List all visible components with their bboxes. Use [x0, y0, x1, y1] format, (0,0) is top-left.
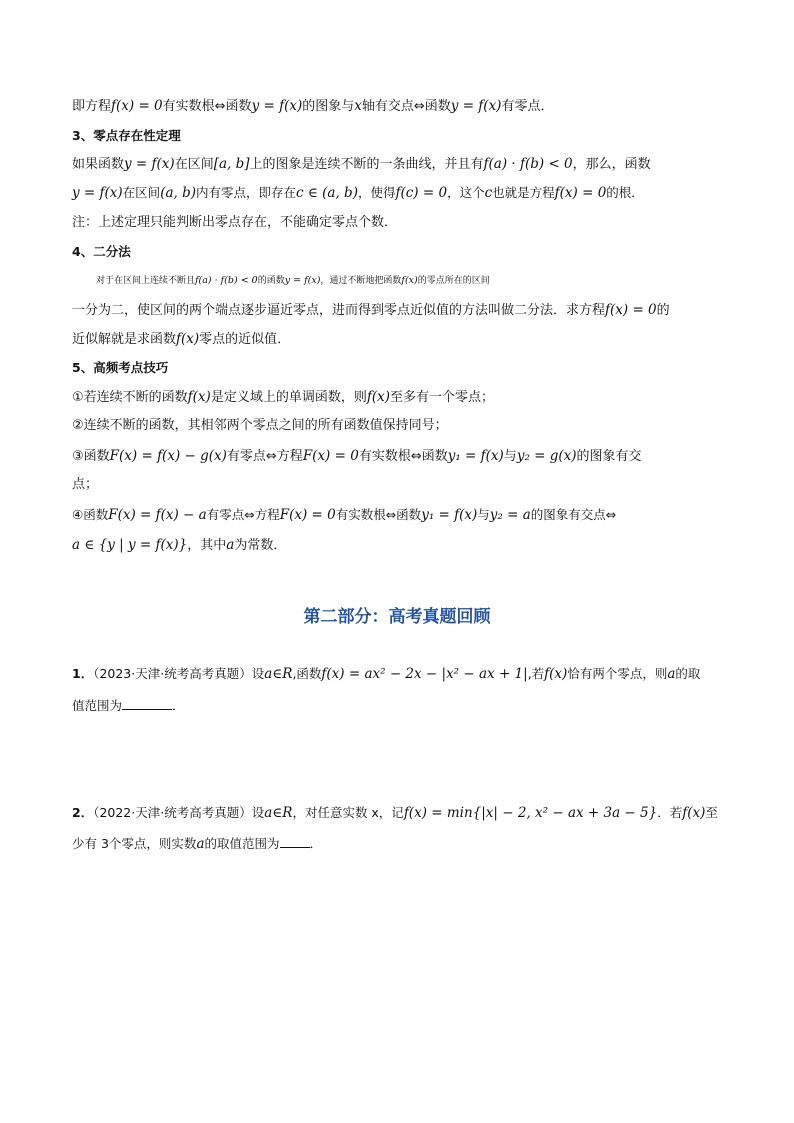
- text: 少有 3个零点，则实数: [72, 836, 197, 851]
- text: 有零点⇔方程: [226, 449, 303, 464]
- question-source: （2022·天津·统考高考真题）设: [93, 805, 265, 820]
- text: ．若: [657, 805, 683, 820]
- text: ③函数: [72, 449, 110, 464]
- text: 的根．: [606, 185, 644, 200]
- text: ，那么，函数: [572, 157, 651, 172]
- question-source: （2023·天津·统考高考真题）设: [93, 666, 265, 681]
- text: 在区间: [174, 157, 214, 172]
- theorem-note: 注：上述定理只能判断出零点存在，不能确定零点个数．: [72, 215, 398, 230]
- formula: y₂ = g(x): [516, 448, 577, 464]
- text: 的图象有交点⇔: [530, 507, 617, 522]
- question-number: 2．: [72, 805, 94, 820]
- text: 轴有交点⇔函数: [361, 99, 451, 114]
- formula: f(x) = 0: [605, 302, 657, 318]
- formula: y₁ = f(x): [447, 448, 504, 464]
- text: 值范围为: [72, 698, 123, 713]
- text: 的零点所在的区间: [417, 276, 490, 286]
- question-2-line-2: [72, 834, 732, 854]
- text: ，通过不断地把函数: [320, 276, 402, 286]
- question-2-line-1: [72, 803, 732, 823]
- section-heading-5: 5、高频考点技巧: [72, 360, 169, 375]
- text: ,函数: [292, 666, 322, 681]
- text: 是定义域上的单调函数，则: [210, 390, 367, 405]
- formula: y = f(x): [284, 275, 321, 286]
- formula: a: [667, 666, 676, 682]
- text: 的取值范围为: [204, 836, 280, 851]
- text: 有实数根⇔函数: [335, 507, 422, 522]
- formula: y = f(x): [72, 185, 123, 201]
- text: ①若连续不断的函数: [72, 390, 188, 405]
- text: 对于在区间上连续不断且: [96, 276, 196, 286]
- formula: y₂ = a: [489, 507, 531, 523]
- equivalence-line: [72, 96, 732, 117]
- text: 有实数根⇔函数: [358, 449, 448, 464]
- tip-4: [72, 505, 732, 525]
- bisection-line-3: [72, 329, 732, 350]
- text: ，其中: [187, 538, 227, 553]
- formula: F(x) = f(x) − g(x): [109, 448, 227, 464]
- text: 零点的近似值．: [199, 332, 291, 347]
- formula: F(x) = 0: [302, 448, 359, 464]
- formula: y = f(x): [251, 98, 303, 114]
- text: 如果函数: [72, 157, 125, 172]
- formula: f(x): [401, 275, 418, 286]
- text: 有零点⇔方程: [206, 507, 280, 522]
- text: 一分为二，使区间的两个端点逐步逼近零点，进而得到零点近似值的方法叫做二分法．求方程: [72, 303, 606, 318]
- formula: f(x): [187, 389, 211, 405]
- formula: a∈R: [264, 666, 293, 682]
- formula: y = f(x): [450, 98, 502, 114]
- text: 有实数根⇔函数: [162, 99, 252, 114]
- text: 的函数: [257, 276, 285, 286]
- formula: f(x): [176, 331, 200, 347]
- formula: F(x) = 0: [279, 507, 336, 523]
- text: 的图象与: [302, 99, 355, 114]
- question-1-line-2: [72, 696, 732, 716]
- formula: f(x): [544, 666, 568, 682]
- text: 至: [705, 805, 718, 820]
- formula: f(c) = 0: [395, 185, 448, 201]
- tip-1: [72, 387, 732, 408]
- section-heading-4: 4、二分法: [72, 244, 131, 259]
- text: 恰有两个零点，则: [567, 666, 668, 681]
- bisection-line-1: [96, 271, 756, 291]
- tip-2: ②连续不断的函数，其相邻两个零点之间的所有函数值保持同号；: [72, 418, 448, 433]
- formula: f(a) · f(b) < 0: [483, 156, 573, 172]
- formula: f(x): [682, 805, 706, 821]
- text: ，这个: [447, 185, 485, 200]
- formula: f(x): [366, 389, 390, 405]
- text: 至多有一个零点；: [389, 390, 494, 405]
- text: 在区间: [122, 185, 161, 200]
- part-two-title: 第二部分：高考真题回顾: [303, 607, 491, 627]
- text: 近似解就是求函数: [72, 332, 177, 347]
- text: 与: [477, 507, 490, 522]
- formula: c ∈ (a, b): [296, 185, 358, 201]
- formula: a∈R: [264, 805, 293, 821]
- text: 即方程: [72, 99, 112, 114]
- formula: f(x) = min{|x| − 2, x² − ax + 3a − 5}: [403, 805, 658, 821]
- formula: f(x) = ax² − 2x − |x² − ax + 1|: [321, 666, 528, 682]
- answer-blank[interactable]: [280, 835, 310, 848]
- formula: y = f(x): [124, 156, 175, 172]
- answer-blank[interactable]: [122, 697, 172, 710]
- text: ．: [309, 836, 323, 851]
- tip-3-cont: 点；: [72, 477, 99, 492]
- text: ④函数: [72, 507, 109, 522]
- formula: x: [354, 98, 362, 114]
- text: 为常数．: [234, 538, 287, 553]
- formula: F(x) = f(x) − a: [108, 507, 207, 523]
- formula: c: [484, 185, 493, 201]
- formula: f(a) · f(b) < 0: [195, 275, 258, 286]
- question-number: 1．: [72, 666, 94, 681]
- text: 内有零点，即存在: [196, 185, 297, 200]
- formula: f(x) = 0: [554, 185, 607, 201]
- bisection-line-2: [72, 300, 732, 321]
- text: ，对任意实数 x，记: [292, 805, 404, 820]
- section-heading-3: 3、零点存在性定理: [72, 128, 181, 143]
- formula: a: [226, 537, 235, 553]
- text: 的: [656, 303, 670, 318]
- text: 与: [503, 449, 517, 464]
- text: ,若: [527, 666, 545, 681]
- formula: y₁ = f(x): [421, 507, 478, 523]
- text: ．: [172, 698, 185, 713]
- theorem-line-1: [72, 154, 732, 175]
- question-1-line-1: [72, 664, 732, 684]
- tip-3: [72, 446, 732, 467]
- text: ，使得: [357, 185, 396, 200]
- theorem-line-2: [72, 183, 732, 203]
- text: 的图象有交: [576, 449, 642, 464]
- text: 也就是方程: [492, 185, 555, 200]
- text: 上的图象是连续不断的一条曲线，并且有: [249, 157, 484, 172]
- formula: a: [196, 836, 205, 852]
- text: 有零点．: [501, 99, 554, 114]
- formula: a ∈ {y | y = f(x)}: [72, 537, 188, 553]
- formula: (a, b): [160, 185, 196, 201]
- formula: [a, b]: [213, 156, 250, 172]
- text: 的取: [675, 666, 701, 681]
- tip-4-cont: [72, 535, 732, 556]
- formula: f(x) = 0: [111, 98, 163, 114]
